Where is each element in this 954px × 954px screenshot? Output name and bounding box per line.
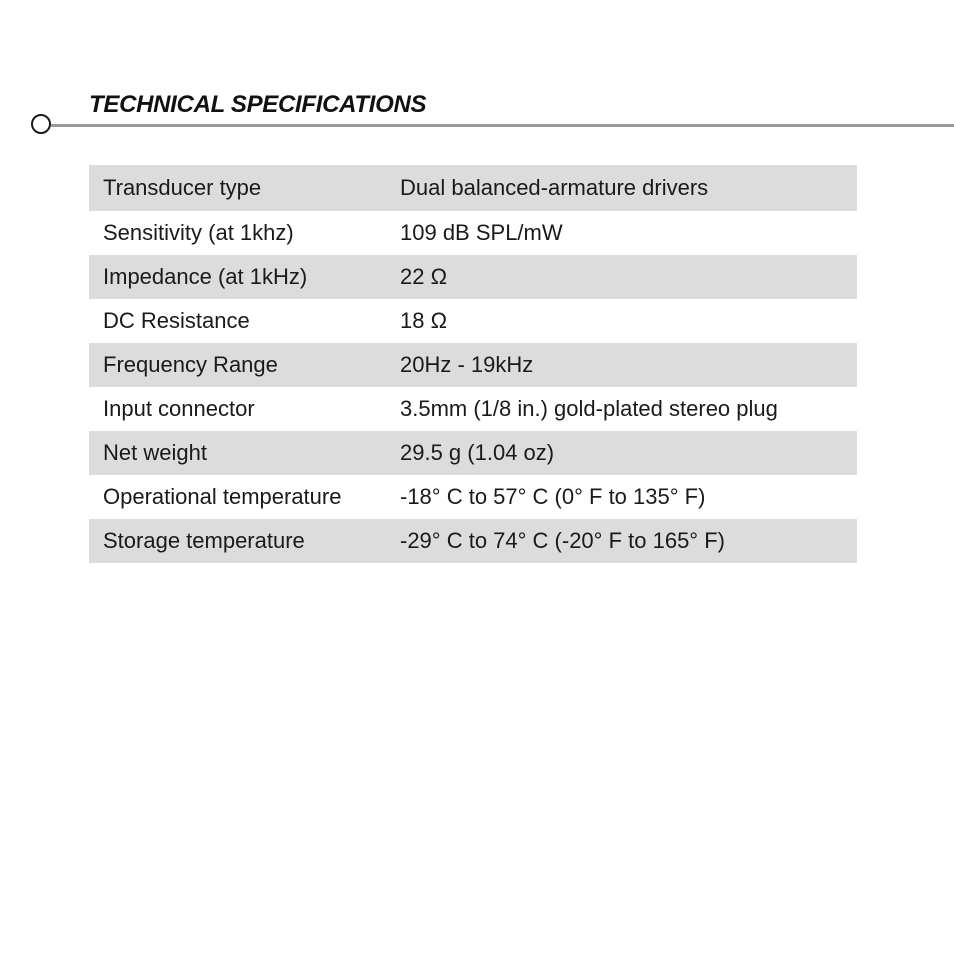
spec-value: 109 dB SPL/mW	[400, 220, 563, 245]
header-rule	[51, 124, 954, 127]
spec-row	[89, 299, 857, 343]
spec-value: 29.5 g (1.04 oz)	[400, 440, 555, 465]
spec-value: -18° C to 57° C (0° F to 135° F)	[400, 484, 706, 509]
circle-bullet-icon	[31, 114, 51, 134]
spec-label: Impedance (at 1kHz)	[103, 264, 308, 289]
spec-label: Net weight	[103, 440, 207, 465]
spec-row	[89, 255, 857, 299]
spec-row	[89, 387, 857, 431]
spec-label: Storage temperature	[103, 528, 305, 553]
section-title: TECHNICAL SPECIFICATIONS	[89, 91, 427, 118]
spec-row	[89, 211, 857, 255]
spec-value: -29° C to 74° C (-20° F to 165° F)	[400, 528, 725, 553]
spec-table	[89, 165, 857, 563]
spec-label: Transducer type	[103, 175, 262, 200]
spec-value: 22 Ω	[400, 264, 448, 289]
spec-row	[89, 165, 857, 211]
spec-label: Frequency Range	[103, 352, 278, 377]
spec-value: Dual balanced-armature drivers	[400, 175, 709, 200]
spec-label: Sensitivity (at 1khz)	[103, 220, 294, 245]
spec-label: DC Resistance	[103, 308, 250, 333]
spec-row	[89, 343, 857, 387]
spec-row	[89, 475, 857, 519]
spec-value: 20Hz - 19kHz	[400, 352, 534, 377]
spec-value: 3.5mm (1/8 in.) gold-plated stereo plug	[400, 396, 778, 421]
spec-row	[89, 519, 857, 563]
spec-row	[89, 431, 857, 475]
spec-value: 18 Ω	[400, 308, 448, 333]
spec-label: Input connector	[103, 396, 255, 421]
spec-label: Operational temperature	[103, 484, 342, 509]
